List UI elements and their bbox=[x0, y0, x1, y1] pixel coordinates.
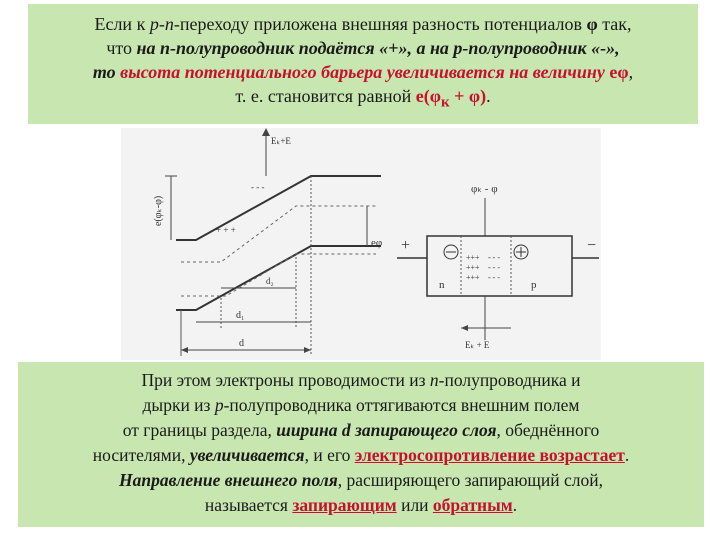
label-d: d bbox=[239, 338, 244, 349]
text: -полупроводника оттягиваются внешним полем bbox=[223, 395, 580, 415]
arrowhead-ek-e-bottom bbox=[461, 325, 468, 331]
label-d2: d₂ bbox=[266, 276, 274, 286]
bottom-line-3 bbox=[18, 418, 704, 443]
text: на n-полупроводник подаётся «+», а на p-полупроводник «-», bbox=[136, 38, 620, 58]
lower-dashed-line bbox=[181, 254, 376, 296]
upper-dashed-line bbox=[181, 206, 376, 262]
label-minus-terminal: − bbox=[587, 237, 597, 254]
text: дырки из bbox=[142, 395, 215, 415]
text: увеличивается bbox=[189, 445, 305, 465]
text: электросопротивление возрастает bbox=[354, 445, 625, 465]
upper-band-line bbox=[176, 176, 381, 240]
band-diagram-svg bbox=[121, 128, 601, 360]
text: или bbox=[396, 495, 433, 515]
label-ephik-phi: e(φₖ-φ) bbox=[153, 195, 164, 226]
text: что bbox=[106, 38, 137, 58]
bottom-line-4 bbox=[18, 443, 704, 468]
text: то bbox=[92, 62, 121, 82]
text: обратным bbox=[432, 495, 513, 515]
text: eφ bbox=[609, 62, 629, 82]
text: , расширяющего запирающий слой, bbox=[337, 470, 603, 490]
block-plus-charges-2: +++ bbox=[466, 263, 480, 272]
top-line-3 bbox=[28, 60, 698, 84]
label-plus-terminal: + bbox=[401, 237, 411, 254]
block-minus-charges-3: - - - bbox=[488, 273, 500, 282]
bottom-text-box bbox=[18, 362, 704, 527]
text: . bbox=[486, 86, 491, 106]
text: , и его bbox=[304, 445, 355, 465]
text: При этом электроны проводимости из bbox=[141, 370, 430, 390]
top-line-4 bbox=[28, 84, 698, 115]
text: носителями, bbox=[92, 445, 190, 465]
text: φ bbox=[586, 14, 598, 34]
text: n bbox=[429, 370, 439, 390]
bottom-line-2 bbox=[18, 393, 704, 418]
top-line-2 bbox=[28, 36, 698, 60]
text: к bbox=[441, 94, 450, 111]
text: Если к bbox=[94, 14, 150, 34]
arrowhead-d-right bbox=[304, 347, 311, 353]
text: так, bbox=[597, 14, 632, 34]
text: ширина d запирающего слоя bbox=[276, 420, 497, 440]
text: , bbox=[628, 62, 634, 82]
label-n: n bbox=[439, 279, 445, 291]
label-ek-e-top: Eₖ+E bbox=[271, 136, 291, 146]
label-phik-phi: φₖ - φ bbox=[471, 183, 498, 195]
charges-minus: - - - bbox=[251, 182, 265, 192]
text: p-n bbox=[149, 14, 174, 34]
text: высота потенциального барьера увеличивается на величину bbox=[120, 62, 610, 82]
text: называется bbox=[204, 495, 293, 515]
text: . bbox=[512, 495, 518, 515]
label-ek-e-bottom: Eₖ + E bbox=[465, 340, 490, 350]
charges-plus: + + + bbox=[216, 225, 236, 235]
bottom-line-1 bbox=[18, 368, 704, 393]
text: -переходу приложена внешняя разность потенциалов bbox=[173, 14, 587, 34]
arrowhead-ek-e-top bbox=[262, 128, 270, 136]
text: p bbox=[214, 395, 224, 415]
text: от границы раздела, bbox=[122, 420, 277, 440]
text: -полупроводника и bbox=[438, 370, 581, 390]
bottom-line-6 bbox=[18, 493, 704, 518]
bottom-line-5 bbox=[18, 468, 704, 493]
text: т. е. становится равной bbox=[235, 86, 416, 106]
top-line-1 bbox=[28, 12, 698, 36]
block-minus-charges-2: - - - bbox=[488, 263, 500, 272]
text: Направление внешнего поля bbox=[119, 470, 338, 490]
block-plus-charges: +++ bbox=[466, 253, 480, 262]
text: , обеднённого bbox=[496, 420, 600, 440]
top-text-box bbox=[28, 4, 698, 124]
label-d1: d₁ bbox=[236, 310, 245, 321]
label-ephi: eφ bbox=[371, 237, 383, 249]
text: + φ) bbox=[449, 86, 487, 106]
block-plus-charges-3: +++ bbox=[466, 273, 480, 282]
text: . bbox=[624, 445, 630, 465]
text: запирающим bbox=[292, 495, 397, 515]
text: e(φ bbox=[415, 86, 442, 106]
lower-band-line bbox=[176, 246, 381, 310]
band-diagram-figure bbox=[121, 128, 601, 360]
arrowhead-d-left bbox=[181, 347, 188, 353]
label-p: p bbox=[531, 279, 537, 291]
block-minus-charges: - - - bbox=[488, 253, 500, 262]
